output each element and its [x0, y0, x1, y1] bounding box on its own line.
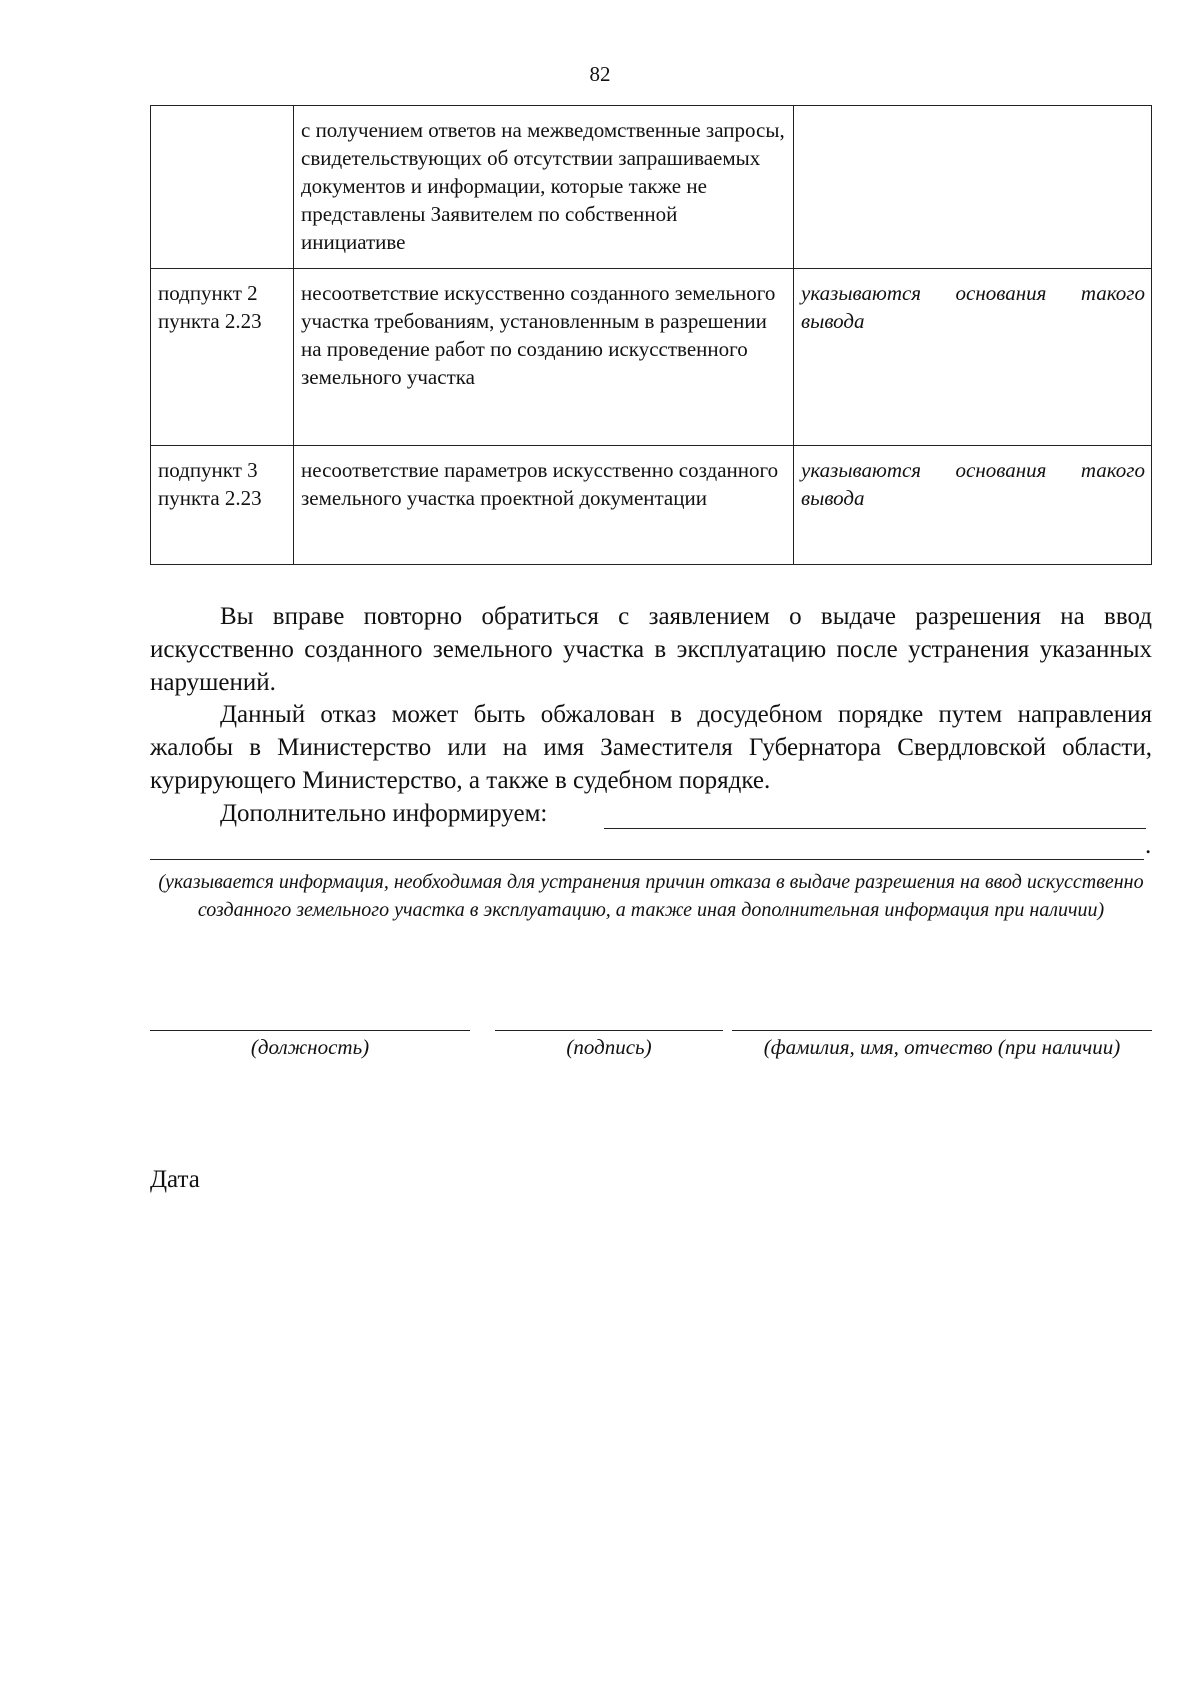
additional-info-paragraph: [150, 797, 1152, 830]
ground-cell: [151, 106, 294, 269]
table-row: [151, 446, 1152, 565]
reapply-text: Вы вправе повторно обратиться с заявлением о выдаче разрешения на ввод искусственно созданного земельного участка в эксплуатацию после устранения указанных нарушений.: [150, 603, 1152, 696]
appeal-text: Данный отказ может быть обжалован в досудебном порядке путем направления жалобы в Министерство или на имя Заместителя Губернатора Свердловской области, курирующего Министерство, а также в судебном порядке.: [150, 701, 1152, 794]
position-line: [150, 1030, 470, 1031]
description-cell: несоответствие искусственно созданного земельного участка требованиям, установленным в разрешении на проведение работ по созданию искусственного земельного участка: [294, 269, 794, 446]
refusal-grounds-table: [150, 105, 1152, 565]
explanation-cell: указываются основания такого вывода: [794, 446, 1152, 565]
ground-cell: подпункт 2 пункта 2.23: [151, 269, 294, 446]
table-row: [151, 269, 1152, 446]
position-caption: (должность): [250, 1035, 370, 1059]
reapply-paragraph: [150, 600, 1152, 699]
additional-info-fill-line-2: [150, 859, 1144, 860]
additional-info-fill-line: [604, 828, 1146, 829]
ground-cell: подпункт 3 пункта 2.23: [151, 446, 294, 565]
appeal-paragraph: [150, 698, 1152, 797]
date-label: Дата: [150, 1166, 200, 1193]
signature-caption: (подпись): [566, 1035, 652, 1059]
table-row: [151, 106, 1152, 269]
page-number: 82: [589, 62, 611, 86]
description-cell: с получением ответов на межведомственные запросы, свидетельствующих об отсутствии запрашиваемых документов и информации, которые также не представлены Заявителем по собственной инициативе: [294, 106, 794, 269]
additional-info-hint: (указывается информация, необходимая для устранения причин отказа в выдаче разрешения на ввод искусственно созданного земельного участка в эксплуатацию, а также иная дополнительная информация при наличии): [158, 871, 1144, 921]
signature-line: [495, 1030, 723, 1031]
explanation-cell: указываются основания такого вывода: [794, 269, 1152, 446]
additional-info-label: Дополнительно информируем:: [220, 800, 548, 827]
explanation-cell: [794, 106, 1152, 269]
full-name-line: [732, 1030, 1152, 1031]
line-end-period: .: [1145, 832, 1152, 859]
description-cell: несоответствие параметров искусственно созданного земельного участка проектной документации: [294, 446, 794, 565]
full-name-caption: (фамилия, имя, отчество (при наличии): [763, 1035, 1121, 1059]
